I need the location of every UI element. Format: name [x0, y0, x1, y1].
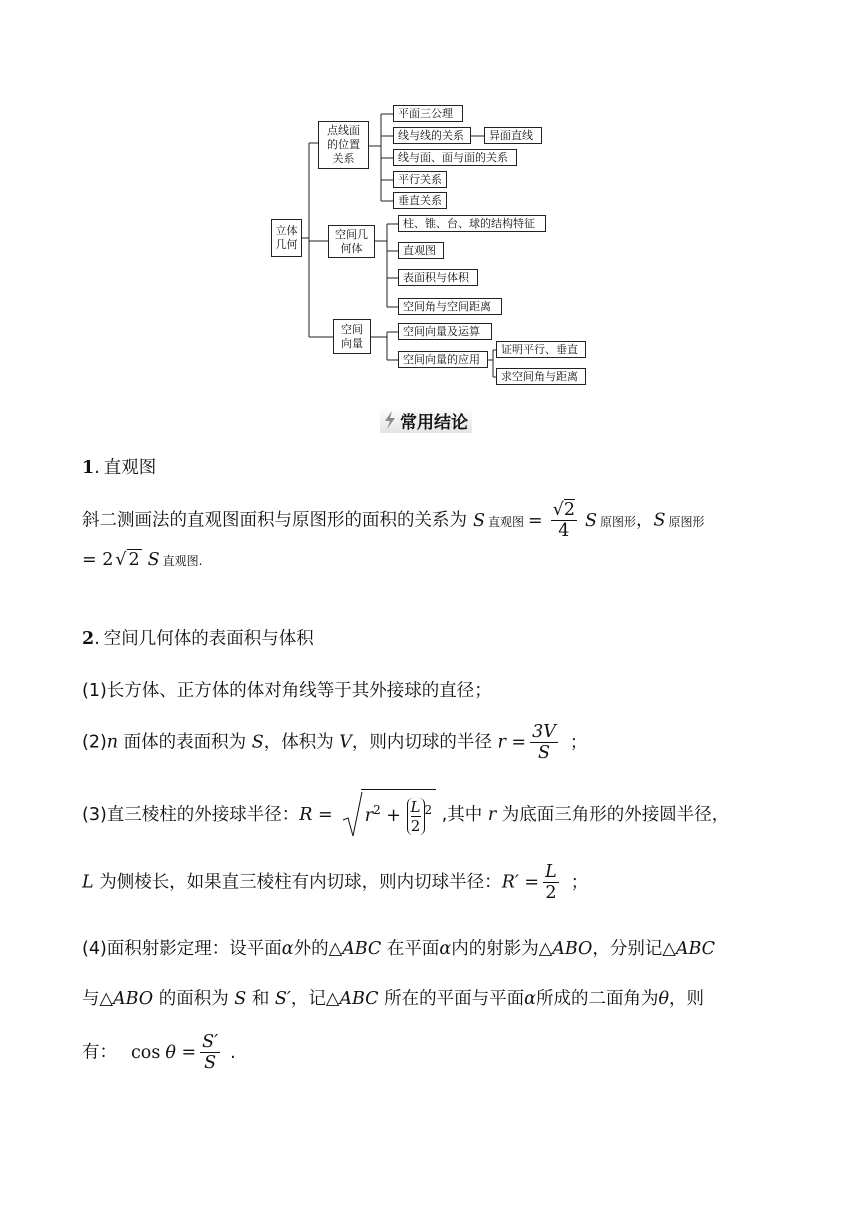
s1-text: 斜二测画法的直观图面积与原图形的面积的关系为	[82, 510, 467, 531]
s2-item4-line2	[82, 985, 704, 1010]
s2-item3-line2-L: L	[82, 872, 94, 893]
s2-item3-den2: 2	[545, 883, 557, 903]
leaf-line-plane: 线与面、面与面的关系	[393, 149, 517, 166]
s2-item4-l1-d: 内的射影为△	[451, 939, 553, 959]
leaf-parallel: 平行关系	[393, 171, 447, 188]
s2-item2	[82, 722, 587, 763]
s2-item2-r: r	[497, 732, 506, 753]
s2-item3-line1	[82, 790, 729, 850]
s2-item2-c: ，体积为	[263, 732, 340, 753]
s2-item4-alpha: α	[281, 939, 294, 959]
s2-item4-ABC: ABC	[342, 939, 382, 959]
section-title-text: 常用结论	[400, 412, 468, 433]
leaf-prove-parallel: 证明平行、垂直	[496, 341, 586, 358]
s1-frac-den: 4	[558, 521, 570, 541]
s2-item3-two: 2	[410, 817, 421, 835]
s2-item3-r: r	[364, 806, 374, 826]
s1-eq2-prefix: = 2	[82, 550, 114, 570]
s2-item4-alpha-2: α	[439, 939, 452, 959]
s2-item4-theta-2: θ	[165, 1042, 176, 1063]
s2-item3-c: 为底面三角形的外接圆半径，	[496, 805, 730, 825]
s2-item3-frac2	[543, 862, 559, 903]
s2-item4-l2-f: 所成的二面角为	[535, 989, 659, 1009]
s2-item4-l1-b: 外的△	[293, 939, 343, 959]
s2-item4-l1-a: (4)面积射影定理：设平面	[82, 939, 282, 959]
s2-item3-sq2: 2	[424, 803, 433, 818]
s2-item1: (1)长方体、正方体的体对角线等于其外接球的直径；	[82, 681, 492, 701]
s2-heading-text: 空间几何体的表面积与体积	[103, 629, 314, 649]
s2-item4-alpha-3: α	[524, 989, 536, 1009]
s2-item4-ABO-2: ABO	[112, 989, 154, 1009]
s2-item4-frac	[200, 1032, 220, 1073]
leaf-perpendicular: 垂直关系	[393, 192, 447, 209]
s1-frac-num: 2	[563, 500, 575, 520]
leaf-angle-distance: 空间角与空间距离	[398, 298, 502, 315]
s1-sub-yuan: 原图形	[599, 514, 636, 529]
s1-heading-sep: .	[94, 458, 100, 478]
s1-heading-text: 直观图	[103, 458, 157, 478]
branch-space-vector: 空间 向量	[333, 319, 371, 354]
leaf-vector-operation: 空间向量及运算	[398, 323, 492, 340]
s2-heading-num: 2	[82, 629, 95, 649]
s1-comma: ，	[636, 510, 654, 531]
s2-item2-d: ，则内切球的半径	[351, 732, 498, 753]
s2-item3-end: ；	[570, 872, 589, 893]
leaf-find-angle: 求空间角与距离	[496, 368, 586, 385]
leaf-line-line: 线与线的关系	[393, 127, 471, 144]
s2-item3-sq1: 2	[373, 803, 381, 818]
s2-item4-l1-e: ，分别记△	[592, 939, 676, 959]
leaf-surface-volume: 表面积与体积	[398, 269, 478, 286]
s2-item4-ABC-2: ABC	[675, 939, 716, 959]
s2-item3-r2: r	[487, 805, 497, 825]
s1-sub-zhiguan-end: 直观图.	[162, 554, 203, 568]
s2-item2-n: n	[106, 732, 119, 753]
s2-item2-S: S	[251, 732, 264, 753]
s2-item4-num: S′	[202, 1032, 219, 1052]
s2-item3-L: L	[410, 798, 421, 816]
s2-item4-line1	[82, 935, 715, 960]
branch-point-line-plane: 点线面 的位置 关系	[318, 121, 369, 169]
s2-item3-plus: +	[380, 806, 407, 826]
s2-item4-l1-c: 在平面	[381, 939, 440, 959]
s2-heading	[82, 625, 314, 650]
s2-item4-l2-c: 和	[246, 989, 275, 1009]
s1-eq: =	[528, 510, 543, 531]
s1-formula-line1	[82, 500, 705, 541]
s2-item2-eq: =	[505, 732, 527, 753]
s2-item4-Sp: S′	[274, 989, 291, 1009]
s2-item3-Rp: R′	[501, 872, 519, 893]
s1-S: S	[473, 510, 485, 531]
s2-item3-eq: =	[312, 805, 333, 825]
s2-item4-den: S	[204, 1053, 217, 1073]
s1-S-2: S	[584, 510, 597, 531]
s1-formula-line2: = 2 √ 2 S 直观图.	[82, 550, 203, 570]
mind-map-root: 立体 几何	[271, 219, 302, 257]
s2-item2-den: S	[537, 743, 550, 763]
s1-frac: $\frac{√2}{4}$	[552, 500, 575, 541]
s2-item3-sqrt	[341, 790, 436, 840]
s2-item4-line3	[82, 1032, 236, 1073]
s2-item4-theta: θ	[658, 989, 670, 1009]
s2-item3-eq2: =	[518, 872, 540, 893]
s1-S-4: S	[147, 550, 160, 570]
knowledge-mind-map	[0, 0, 860, 400]
s2-item4-l2-d: ，记△	[290, 989, 340, 1009]
s2-item4-l2-g: ，则	[669, 989, 705, 1009]
leaf-solid-structure: 柱、锥、台、球的结构特征	[398, 215, 546, 232]
s2-heading-sep: .	[94, 629, 100, 649]
s2-item4-ABO: ABO	[552, 939, 593, 959]
s2-item2-end: ；	[569, 732, 588, 753]
s2-item4-cos: cos	[131, 1042, 161, 1063]
s1-sub-yuan-2: 原图形	[668, 514, 705, 529]
s2-item3-line2	[82, 862, 588, 903]
s2-item3-R: R	[299, 805, 313, 825]
s2-item2-V: V	[339, 732, 352, 753]
s1-sub-zhiguan: 直观图	[488, 514, 525, 529]
s2-item4-S: S	[234, 989, 247, 1009]
s2-item4-end: .	[230, 1042, 236, 1063]
lightning-bolt-icon	[382, 410, 398, 430]
leaf-skew-lines: 异面直线	[484, 127, 542, 144]
s1-heading-num: 1	[82, 458, 95, 478]
s2-item3-a: (3)直三棱柱的外接球半径：	[82, 805, 300, 825]
s1-heading	[82, 454, 156, 479]
s2-item4-l2-a: 与△	[82, 989, 113, 1009]
s1-eq2-sqrt: 2	[128, 550, 140, 570]
s2-item4-l3-a: 有：	[82, 1042, 117, 1063]
branch-spatial-solid: 空间几 何体	[328, 225, 375, 258]
s2-item3-num2: L	[545, 862, 557, 882]
s2-item4-ABC-3: ABC	[339, 989, 379, 1009]
s1-S-3: S	[653, 510, 666, 531]
s2-item2-frac	[530, 722, 558, 763]
leaf-plane-axioms: 平面三公理	[393, 105, 463, 122]
leaf-intuitive-drawing: 直观图	[398, 242, 444, 259]
s2-item3-b: ,其中	[436, 805, 488, 825]
radical-sign-icon	[341, 790, 363, 840]
s2-item2-num: 3V	[532, 722, 556, 742]
s2-item4-l3-eq: =	[175, 1042, 197, 1063]
leaf-vector-application: 空间向量的应用	[398, 351, 488, 368]
s2-item4-l2-b: 的面积为	[153, 989, 235, 1009]
section-title	[380, 407, 472, 433]
s2-item2-b: 面体的表面积为	[118, 732, 252, 753]
s2-item3-line2-a: 为侧棱长，如果直三棱柱有内切球，则内切球半径：	[93, 872, 502, 893]
s2-item2-a: (2)	[82, 732, 107, 753]
s2-item4-l2-e: 所在的平面与平面	[378, 989, 525, 1009]
